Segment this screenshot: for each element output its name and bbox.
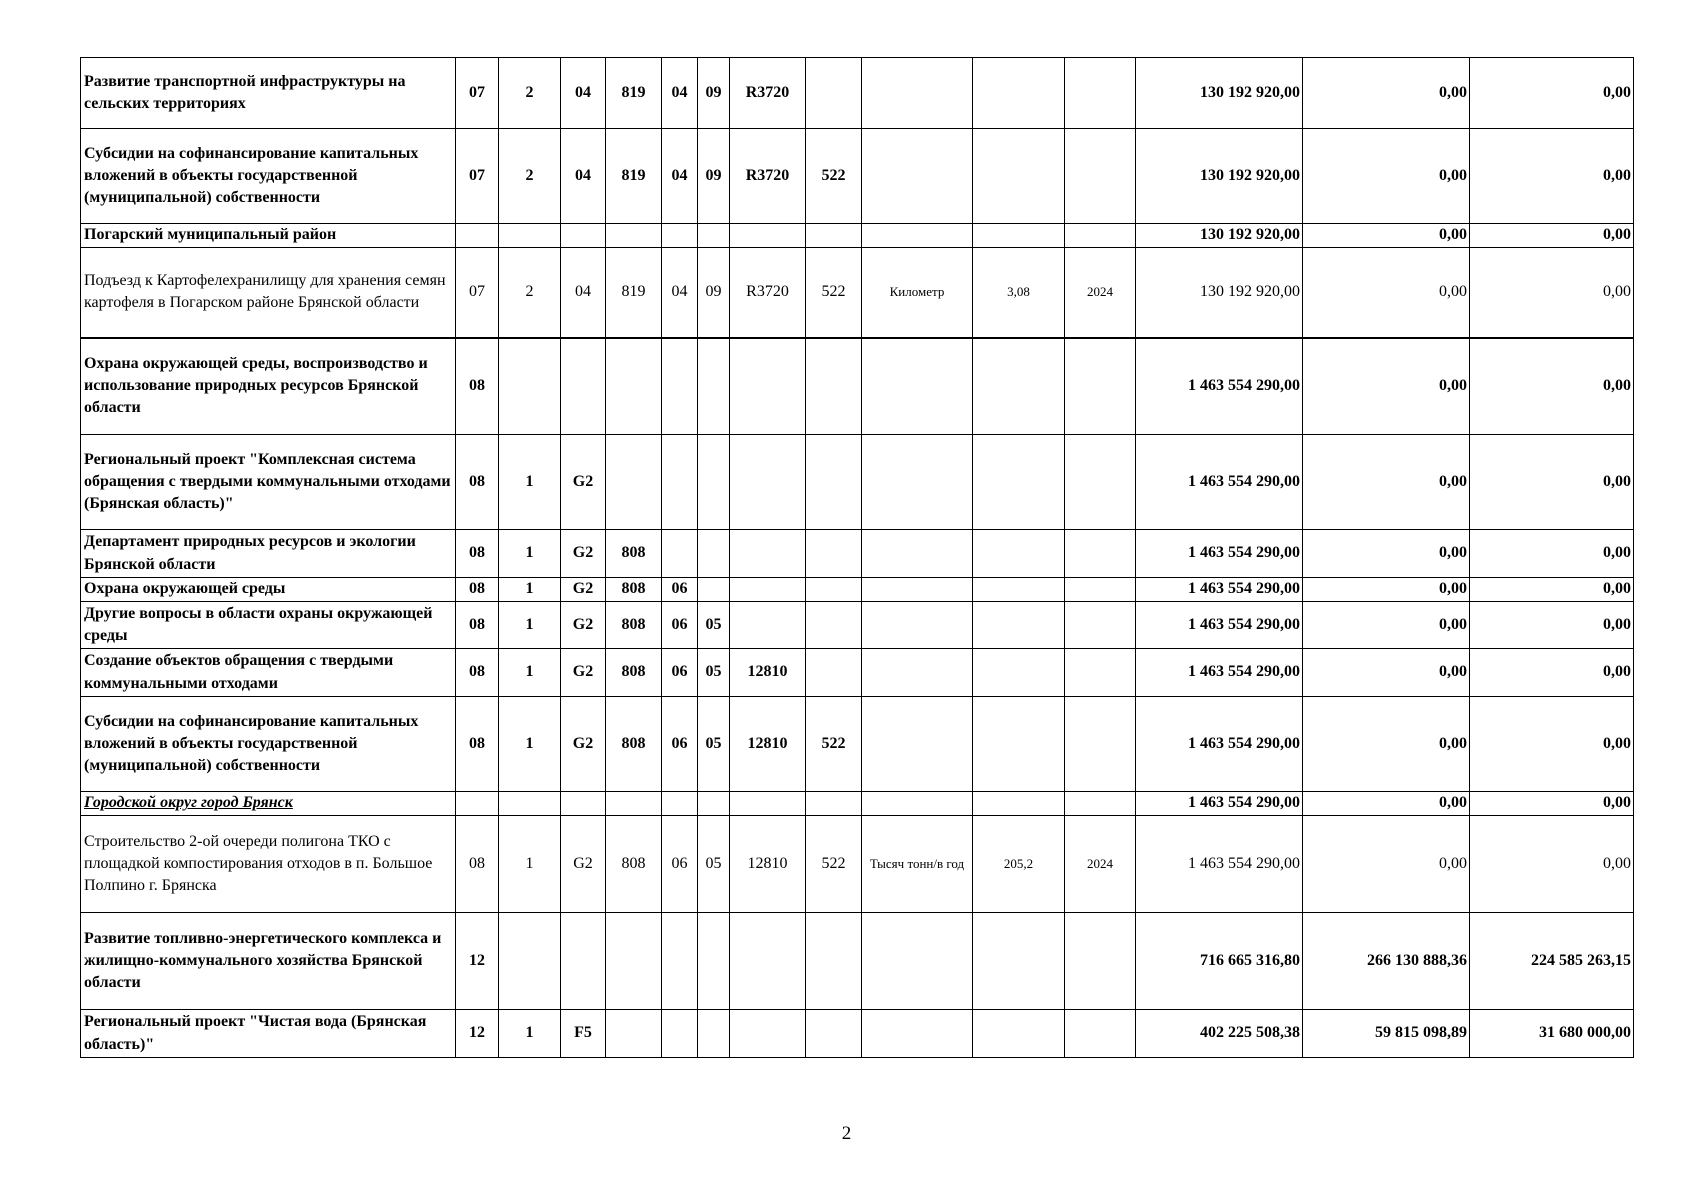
amount-cell: 1 463 554 290,00 — [1136, 697, 1303, 792]
amount-cell: 0,00 — [1470, 649, 1634, 697]
code-cell: G2 — [561, 578, 606, 602]
code-cell: G2 — [561, 435, 606, 530]
code-cell: 08 — [456, 816, 499, 913]
code-cell: 808 — [606, 578, 662, 602]
code-cell: 06 — [662, 649, 698, 697]
code-cell: 05 — [698, 602, 730, 649]
code-cell — [730, 578, 806, 602]
year-cell — [1065, 649, 1136, 697]
amount-cell: 0,00 — [1470, 530, 1634, 578]
code-cell: 1 — [499, 1010, 561, 1058]
code-cell: 819 — [606, 58, 662, 129]
capacity-cell: 205,2 — [973, 816, 1065, 913]
unit-cell — [862, 792, 973, 816]
code-cell — [806, 338, 862, 435]
code-cell — [806, 578, 862, 602]
code-cell — [662, 792, 698, 816]
code-cell: 04 — [662, 58, 698, 129]
code-cell: 07 — [456, 129, 499, 224]
amount-cell: 1 463 554 290,00 — [1136, 649, 1303, 697]
code-cell: G2 — [561, 816, 606, 913]
code-cell — [698, 338, 730, 435]
code-cell: 1 — [499, 697, 561, 792]
code-cell — [606, 338, 662, 435]
code-cell: G2 — [561, 649, 606, 697]
code-cell: 04 — [561, 248, 606, 338]
row-name: Строительство 2-ой очереди полигона ТКО с площадкой компостирования отходов в п. Большое Полпино г. Брянска — [81, 816, 456, 913]
code-cell: 05 — [698, 649, 730, 697]
code-cell — [606, 224, 662, 248]
code-cell: 04 — [662, 248, 698, 338]
unit-cell — [862, 530, 973, 578]
row-name: Городской округ город Брянск — [81, 792, 456, 816]
code-cell: G2 — [561, 530, 606, 578]
amount-cell: 0,00 — [1303, 58, 1470, 129]
capacity-cell — [973, 129, 1065, 224]
code-cell: 06 — [662, 602, 698, 649]
capacity-cell — [973, 649, 1065, 697]
code-cell — [499, 913, 561, 1010]
row-name: Другие вопросы в области охраны окружающей среды — [81, 602, 456, 649]
code-cell — [662, 530, 698, 578]
amount-cell: 0,00 — [1303, 649, 1470, 697]
code-cell — [698, 578, 730, 602]
code-cell — [806, 792, 862, 816]
table-row — [81, 58, 1634, 129]
amount-cell: 1 463 554 290,00 — [1136, 816, 1303, 913]
code-cell: R3720 — [730, 248, 806, 338]
amount-cell: 1 463 554 290,00 — [1136, 530, 1303, 578]
capacity-cell — [973, 602, 1065, 649]
code-cell: F5 — [561, 1010, 606, 1058]
code-cell: 09 — [698, 129, 730, 224]
code-cell — [806, 913, 862, 1010]
row-name: Субсидии на софинансирование капитальных вложений в объекты государственной (муниципальной) собственности — [81, 129, 456, 224]
code-cell — [698, 224, 730, 248]
amount-cell: 0,00 — [1303, 435, 1470, 530]
code-cell — [662, 913, 698, 1010]
amount-cell: 0,00 — [1470, 435, 1634, 530]
amount-cell: 0,00 — [1303, 697, 1470, 792]
code-cell: 09 — [698, 248, 730, 338]
code-cell: 808 — [606, 816, 662, 913]
code-cell — [561, 792, 606, 816]
code-cell: 522 — [806, 697, 862, 792]
code-cell — [662, 1010, 698, 1058]
code-cell: 08 — [456, 530, 499, 578]
code-cell: R3720 — [730, 58, 806, 129]
table-row — [81, 530, 1634, 578]
amount-cell: 0,00 — [1303, 224, 1470, 248]
unit-cell — [862, 697, 973, 792]
code-cell: 819 — [606, 248, 662, 338]
year-cell: 2024 — [1065, 816, 1136, 913]
code-cell: 08 — [456, 578, 499, 602]
amount-cell: 0,00 — [1303, 816, 1470, 913]
year-cell — [1065, 530, 1136, 578]
code-cell — [606, 792, 662, 816]
code-cell: 522 — [806, 129, 862, 224]
code-cell: 1 — [499, 578, 561, 602]
amount-cell: 0,00 — [1470, 578, 1634, 602]
code-cell — [698, 1010, 730, 1058]
code-cell — [730, 530, 806, 578]
amount-cell: 716 665 316,80 — [1136, 913, 1303, 1010]
code-cell: 08 — [456, 435, 499, 530]
code-cell: 08 — [456, 649, 499, 697]
year-cell — [1065, 578, 1136, 602]
capacity-cell — [973, 913, 1065, 1010]
unit-cell: Километр — [862, 248, 973, 338]
unit-cell — [862, 649, 973, 697]
code-cell — [662, 338, 698, 435]
amount-cell: 0,00 — [1470, 58, 1634, 129]
table-row — [81, 1010, 1634, 1058]
unit-cell — [862, 129, 973, 224]
amount-cell: 266 130 888,36 — [1303, 913, 1470, 1010]
table-row — [81, 697, 1634, 792]
code-cell — [698, 792, 730, 816]
code-cell — [806, 58, 862, 129]
code-cell: 12810 — [730, 816, 806, 913]
capacity-cell — [973, 224, 1065, 248]
code-cell: 1 — [499, 816, 561, 913]
year-cell — [1065, 1010, 1136, 1058]
unit-cell — [862, 913, 973, 1010]
code-cell — [730, 913, 806, 1010]
year-cell — [1065, 602, 1136, 649]
code-cell — [606, 435, 662, 530]
code-cell: 04 — [561, 58, 606, 129]
amount-cell: 130 192 920,00 — [1136, 224, 1303, 248]
amount-cell: 31 680 000,00 — [1470, 1010, 1634, 1058]
table-row — [81, 816, 1634, 913]
year-cell — [1065, 338, 1136, 435]
row-name: Субсидии на софинансирование капитальных вложений в объекты государственной (муниципальной) собственности — [81, 697, 456, 792]
amount-cell: 130 192 920,00 — [1136, 129, 1303, 224]
row-name: Развитие топливно-энергетического комплекса и жилищно-коммунального хозяйства Брянской области — [81, 913, 456, 1010]
code-cell: 808 — [606, 602, 662, 649]
row-name: Подъезд к Картофелехранилищу для хранения семян картофеля в Погарском районе Брянской области — [81, 248, 456, 338]
code-cell — [730, 602, 806, 649]
code-cell — [561, 913, 606, 1010]
amount-cell: 402 225 508,38 — [1136, 1010, 1303, 1058]
capacity-cell — [973, 792, 1065, 816]
code-cell — [806, 435, 862, 530]
code-cell — [662, 224, 698, 248]
code-cell — [806, 649, 862, 697]
capacity-cell — [973, 578, 1065, 602]
year-cell — [1065, 792, 1136, 816]
capacity-cell — [973, 530, 1065, 578]
code-cell — [606, 1010, 662, 1058]
amount-cell: 130 192 920,00 — [1136, 58, 1303, 129]
code-cell: 819 — [606, 129, 662, 224]
code-cell — [698, 530, 730, 578]
code-cell — [606, 913, 662, 1010]
row-name: Охрана окружающей среды, воспроизводство и использование природных ресурсов Брянской области — [81, 338, 456, 435]
amount-cell: 0,00 — [1470, 224, 1634, 248]
code-cell: 08 — [456, 602, 499, 649]
amount-cell: 224 585 263,15 — [1470, 913, 1634, 1010]
code-cell — [561, 338, 606, 435]
code-cell: 08 — [456, 338, 499, 435]
amount-cell: 0,00 — [1470, 816, 1634, 913]
amount-cell: 1 463 554 290,00 — [1136, 435, 1303, 530]
row-name: Погарский муниципальный район — [81, 224, 456, 248]
amount-cell: 1 463 554 290,00 — [1136, 602, 1303, 649]
amount-cell: 0,00 — [1303, 530, 1470, 578]
code-cell: 2 — [499, 129, 561, 224]
row-name: Региональный проект "Комплексная система обращения с твердыми коммунальными отходами (Брянская область)" — [81, 435, 456, 530]
unit-cell — [862, 58, 973, 129]
row-name: Создание объектов обращения с твердыми коммунальными отходами — [81, 649, 456, 697]
unit-cell — [862, 224, 973, 248]
row-name: Департамент природных ресурсов и экологии Брянской области — [81, 530, 456, 578]
code-cell — [806, 1010, 862, 1058]
code-cell — [456, 224, 499, 248]
year-cell — [1065, 58, 1136, 129]
code-cell: 06 — [662, 697, 698, 792]
code-cell — [730, 224, 806, 248]
code-cell: 05 — [698, 816, 730, 913]
capacity-cell: 3,08 — [973, 248, 1065, 338]
code-cell — [698, 913, 730, 1010]
year-cell: 2024 — [1065, 248, 1136, 338]
row-name: Региональный проект "Чистая вода (Брянская область)" — [81, 1010, 456, 1058]
capacity-cell — [973, 697, 1065, 792]
unit-cell — [862, 338, 973, 435]
code-cell — [730, 435, 806, 530]
code-cell: 2 — [499, 58, 561, 129]
code-cell — [730, 1010, 806, 1058]
unit-cell: Тысяч тонн/в год — [862, 816, 973, 913]
amount-cell: 0,00 — [1470, 248, 1634, 338]
code-cell: 808 — [606, 697, 662, 792]
amount-cell: 0,00 — [1303, 792, 1470, 816]
row-name: Охрана окружающей среды — [81, 578, 456, 602]
unit-cell — [862, 435, 973, 530]
code-cell — [499, 224, 561, 248]
amount-cell: 0,00 — [1303, 338, 1470, 435]
amount-cell: 1 463 554 290,00 — [1136, 578, 1303, 602]
code-cell: 522 — [806, 816, 862, 913]
year-cell — [1065, 697, 1136, 792]
year-cell — [1065, 435, 1136, 530]
table-row — [81, 435, 1634, 530]
table-row — [81, 602, 1634, 649]
code-cell — [806, 530, 862, 578]
code-cell: 1 — [499, 530, 561, 578]
amount-cell: 59 815 098,89 — [1303, 1010, 1470, 1058]
code-cell: 522 — [806, 248, 862, 338]
table-row — [81, 248, 1634, 338]
code-cell: 12810 — [730, 649, 806, 697]
amount-cell: 0,00 — [1470, 602, 1634, 649]
code-cell — [456, 792, 499, 816]
code-cell: 04 — [662, 129, 698, 224]
code-cell — [499, 792, 561, 816]
code-cell — [499, 338, 561, 435]
code-cell: 808 — [606, 530, 662, 578]
amount-cell: 0,00 — [1470, 129, 1634, 224]
code-cell — [730, 338, 806, 435]
unit-cell — [862, 602, 973, 649]
code-cell: 1 — [499, 435, 561, 530]
code-cell: 08 — [456, 697, 499, 792]
code-cell: 06 — [662, 578, 698, 602]
code-cell — [730, 792, 806, 816]
page-number: 2 — [841, 1123, 852, 1144]
row-name: Развитие транспортной инфраструктуры на сельских территориях — [81, 58, 456, 129]
amount-cell: 0,00 — [1303, 248, 1470, 338]
code-cell — [698, 435, 730, 530]
budget-table — [80, 57, 1634, 1058]
amount-cell: 0,00 — [1303, 129, 1470, 224]
table-row — [81, 578, 1634, 602]
capacity-cell — [973, 58, 1065, 129]
year-cell — [1065, 129, 1136, 224]
year-cell — [1065, 913, 1136, 1010]
amount-cell: 130 192 920,00 — [1136, 248, 1303, 338]
table-row — [81, 913, 1634, 1010]
code-cell: 12 — [456, 913, 499, 1010]
code-cell: 1 — [499, 649, 561, 697]
unit-cell — [862, 578, 973, 602]
unit-cell — [862, 1010, 973, 1058]
code-cell: 05 — [698, 697, 730, 792]
code-cell: 2 — [499, 248, 561, 338]
table-row — [81, 792, 1634, 816]
code-cell: 04 — [561, 129, 606, 224]
table-row — [81, 649, 1634, 697]
capacity-cell — [973, 338, 1065, 435]
code-cell: 808 — [606, 649, 662, 697]
code-cell: G2 — [561, 602, 606, 649]
amount-cell: 0,00 — [1303, 578, 1470, 602]
amount-cell: 0,00 — [1470, 792, 1634, 816]
code-cell: 1 — [499, 602, 561, 649]
capacity-cell — [973, 1010, 1065, 1058]
code-cell: G2 — [561, 697, 606, 792]
amount-cell: 0,00 — [1470, 338, 1634, 435]
code-cell: 07 — [456, 248, 499, 338]
table-row — [81, 129, 1634, 224]
amount-cell: 1 463 554 290,00 — [1136, 338, 1303, 435]
code-cell: 07 — [456, 58, 499, 129]
amount-cell: 0,00 — [1303, 602, 1470, 649]
code-cell — [806, 602, 862, 649]
code-cell — [806, 224, 862, 248]
code-cell: 12810 — [730, 697, 806, 792]
year-cell — [1065, 224, 1136, 248]
code-cell: 09 — [698, 58, 730, 129]
capacity-cell — [973, 435, 1065, 530]
table-row — [81, 338, 1634, 435]
amount-cell: 0,00 — [1470, 697, 1634, 792]
code-cell: 06 — [662, 816, 698, 913]
table-row — [81, 224, 1634, 248]
amount-cell: 1 463 554 290,00 — [1136, 792, 1303, 816]
code-cell — [662, 435, 698, 530]
code-cell: R3720 — [730, 129, 806, 224]
code-cell: 12 — [456, 1010, 499, 1058]
code-cell — [561, 224, 606, 248]
